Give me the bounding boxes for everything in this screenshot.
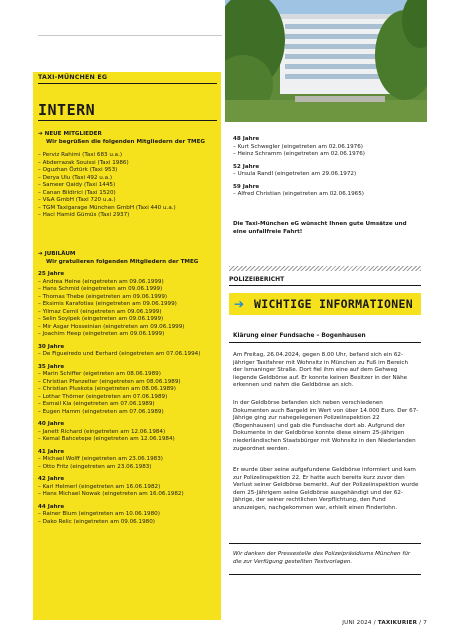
list-item: – Heinz Schramm (eingetreten am 02.06.1976) [233,151,365,157]
anniversary-year: 41 Jahre [38,448,65,455]
list-item: – Kurt Schwegler (eingetreten am 02.06.1976) [233,143,363,150]
list-item: – Christian Pluskota (eingetreten am 08.06.1989) [38,386,176,392]
members-subheading: Wir begrüßen die folgenden Mitgliedern der TMEG [46,138,206,145]
footer-issue: JUNI 2024 [342,620,372,626]
police-paragraph-3: Er wurde über seine aufgefundene Geldbörse informiert und kam zur Polizeiinspektion 22. Er hatte auch bereits kurz zuvor den Verlust seiner Geldbörse bemerkt. Auf der Polizeiinspektion wurde dem 25-Jährigem seine Geldbörse ausgehändigt und der 62-Jährige, der seiner rechtlichen Verpflichtung, den Fund anzuzeigen, nachgekommen war, erhielt einen Finderlohn. [233,467,419,511]
police-headline: WICHTIGE INFORMATIONEN [254,297,413,311]
list-item: – Hans Michael Nowak (eingetreten am 16.06.1982) [38,491,184,497]
members-block [38,131,218,220]
list-item: – Ursula Randl (eingetreten am 29.06.1972) [233,171,357,177]
building-photo [225,0,427,122]
list-item: – Janett Richard (eingetreten am 12.06.1984) [38,428,166,435]
list-item: – Yilmaz Cemil (eingetreten am 09.06.1999) [38,308,162,315]
list-item: – Sameer Qaidy (Taxi 1445) [38,182,116,188]
arrow-right-icon: ➔ [234,297,245,311]
section-tag: TAXI-MÜNCHEN EG [38,74,108,81]
police-paragraph-1: Am Freitag, 26.04.2024, gegen 8.00 Uhr, befand sich ein 62-jähriger Taxifahrer mit Wohnsitz in München zu Fuß im Bereich der Ismaninger Straße. Dort fiel ihm eine auf dem Gehweg liegende Geldbörse auf. Er konnte keinen Besitzer in der Nähe erkennen und nahm die Geldbörse an sich. [233,352,408,389]
list-item: – De Figueiredo und Eerhard (eingetreten am 07.06.1994) [38,351,201,357]
list-item: – Lothar Thörner (eingetreten am 07.06.1989) [38,393,168,400]
wishes-text: Die Taxi-München eG wünscht Ihnen gute Umsätze und eine unfallfreie Fahrt! [233,221,407,235]
credit-rule-top [229,543,421,544]
jubilee-heading: ➔ JUBILÄUM [38,251,76,257]
list-item: – Marin Schiffer (eigetreten am 08.06.1989) [38,371,161,377]
subtitle-rule [229,342,421,343]
list-item: – Derya Ulu (Taxi 492 u.a.) [38,174,113,181]
anniversary-year: 25 Jahre [38,271,65,277]
anniversary-year: 35 Jahre [38,363,65,370]
list-item: – Abderrazak Souissi (Taxi 1986) [38,159,129,166]
footer-page-number: 7 [423,620,427,626]
anniversary-year: 40 Jahre [38,421,65,427]
police-subtitle: Klärung einer Fundsache – Bogenhausen [233,333,366,339]
list-item: – Rainer Blum (eingetreten am 10.06.1980) [38,511,160,517]
list-item: – Michael Wolff (eingetreten am 23.06.1983) [38,456,163,462]
list-item: – Esmail Kia (eingetreten am 07.06.1989) [38,401,155,407]
members-heading: ➔ NEUE MITGLIEDER [38,131,102,137]
section-tag-rule [38,83,217,84]
title-rule [38,120,217,121]
anniversary-year: 52 Jahre [233,163,260,170]
hatch-divider [229,266,421,271]
list-item: – Alfred Christian (eingetreten am 02.06.1965) [233,191,364,197]
jubilee-right-groups [233,136,419,199]
jubilee-block [38,251,218,526]
arrow-right-icon: ➔ [38,131,45,137]
page-title: INTERN [38,101,96,119]
list-item: – Otto Fritz (eingetreten am 23.06.1983) [38,463,152,470]
footer-magazine: TAXIKURIER [377,620,418,626]
anniversary-year: 48 Jahre [233,136,260,142]
list-item: – Kemal Bahcetepe (eingetreten am 12.06.1984) [38,436,175,442]
jubilee-subheading: Wir gratulieren folgenden Mitgliedern der TMEG [46,258,199,265]
list-item: – Andrea Heine (eingetreten am 09.06.1999) [38,278,164,285]
list-item: – Joachim Heep (eingetreten am 09.06.1999) [38,331,165,337]
list-item: – Mir Asgar Hosseinian (eingetreten am 09.06.1999) [38,323,185,330]
page-footer: JUNI 2024 / TAXIKURIER / 7 [342,620,427,626]
list-item: – Thomas Thebe (eingetreten am 09.06.1999) [38,293,168,300]
list-item: – Selin Soylpek (eingetreten am 09.06.1999) [38,316,164,322]
police-tag: POLIZEIBERICHT [229,276,285,283]
members-list [38,152,218,220]
police-paragraph-2: In der Geldbörse befanden sich neben verschiedenen Dokumenten auch Bargeld im Wert von über 14.000 Euro. Der 67-Jährige ging zur nahegelegenen Polizeiinspektion 22 (Bogenhausen) und gab die Fundsache dort ab. Aufgrund der Dokumente in der Geldbörse konnte diese einem 25-jährigen niederländischen Staatsbürger mit Wohnsitz in den Niederlanden zugeordnet werden. [233,400,419,452]
list-item: – TGM Taxigarage München GmbH (Taxi 440 u.a.) [38,204,176,211]
anniversary-year: 59 Jahre [233,183,260,190]
anniversary-year: 44 Jahre [38,503,65,510]
list-item: – Christian Pfanzelter (eingetreten am 08.06.1989) [38,378,181,385]
anniversary-year: 30 Jahre [38,343,65,350]
list-item: – Perviz Rahimi (Taxi 683 u.a.) [38,152,123,158]
list-item: – Oguzhan Öztürk (Taxi 953) [38,167,118,173]
list-item: – Canan Bildirici (Taxi 1520) [38,189,116,196]
credit-rule-bottom [229,574,421,575]
anniversary-year: 42 Jahre [38,476,65,482]
list-item: – Haci Hamid Gümüs (Taxi 2937) [38,212,130,218]
list-item: – Eugen Hamm (eingetreten am 07.06.1989) [38,408,164,415]
arrow-right-icon: ➔ [38,251,45,257]
list-item: – V&A GmbH (Taxi 720 u.a.) [38,197,116,203]
jubilee-right-block [233,131,419,199]
jubilee-groups [38,271,218,526]
list-item: – Karl Helmerl (eingetreten am 16.06.1982) [38,483,161,490]
credit-text: Wir danken der Pressestelle des Polizeipräsidiums München für die zur Verfügung gestellten Textvorlagen. [233,551,411,565]
list-item: – Dako Relic (eingetreten am 09.06.1980) [38,518,155,525]
list-item: – Hans Schmid (eingetreten am 09.06.1999) [38,286,163,292]
police-rule [229,285,421,286]
list-item: – Eksimis Karafotias (eingetreten am 09.06.1999) [38,301,177,307]
top-rule [38,35,222,36]
